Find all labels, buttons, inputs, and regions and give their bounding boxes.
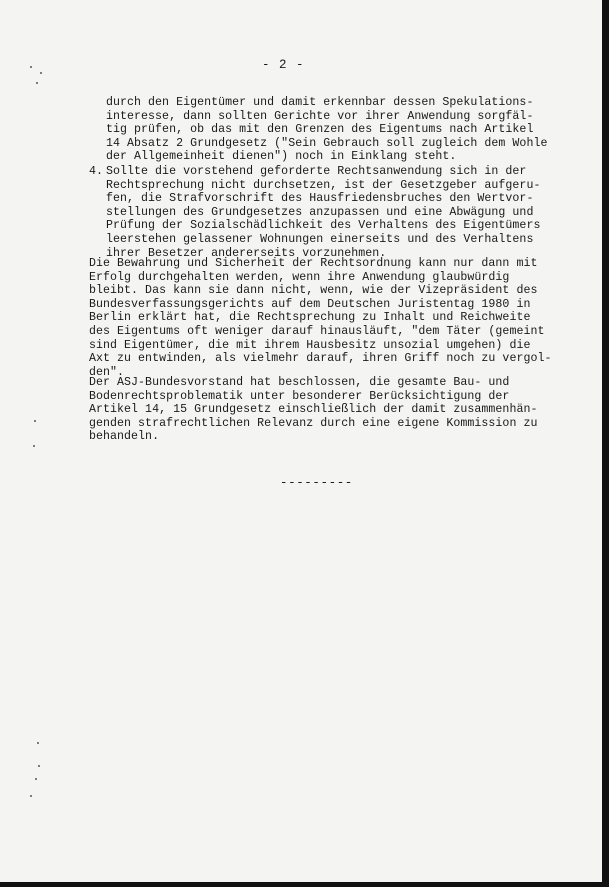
page-number: - 2 -: [262, 58, 305, 72]
text-line: leerstehen gelassener Wohnungen einerseits und des Verhaltens: [106, 232, 534, 246]
list-item-continued: [106, 96, 547, 164]
scan-speck: [30, 66, 32, 68]
text-line: 14 Absatz 2 Grundgesetz ("Sein Gebrauch soll zugleich dem Wohle: [106, 136, 548, 150]
text-line: Sollte die vorstehend geforderte Rechtsanwendung sich in der: [106, 165, 527, 178]
text-line: stellungen des Grundgesetzes anzupassen und eine Abwägung und: [106, 205, 534, 219]
text-line: Prüfung der Sozialschädlichkeit des Verhaltens des Eigentümers: [106, 219, 541, 233]
text-line: genden strafrechtlichen Relevanz durch eine eigene Kommission zu: [89, 416, 538, 430]
text-line: den".: [89, 365, 125, 379]
scan-speck: [40, 72, 42, 74]
text-line: Die Bewahrung und Sicherheit der Rechtsordnung kann nur dann mit: [89, 257, 538, 270]
text-line: Bundesverfassungsgerichts auf dem Deutschen Juristentag 1980 in: [89, 297, 531, 311]
text-line: der Allgemeinheit dienen") noch in Einklang steht.: [106, 150, 457, 164]
text-line: Der ASJ-Bundesvorstand hat beschlossen, die gesamte Bau- und: [89, 376, 510, 389]
text-line: sind Eigentümer, die mit ihrem Hausbesitz unsozial umgehen) die: [89, 338, 531, 352]
text-line: des Eigentums oft weniger darauf hinausläuft, "dem Täter (gemeint: [89, 324, 545, 338]
text-line: Artikel 14, 15 Grundgesetz einschließlich der damit zusammenhän-: [89, 403, 538, 417]
text-line: behandeln.: [89, 430, 160, 444]
text-line: Bodenrechtsproblematik unter besonderer Berücksichtigung der: [89, 389, 510, 403]
scan-edge-bottom: [0, 882, 609, 887]
text-line: Rechtsprechung nicht durchsetzen, ist der Gesetzgeber aufgeru-: [106, 178, 541, 192]
list-item-body: [106, 165, 540, 260]
text-line: ihrer Besetzer andererseits vorzunehmen.: [106, 246, 387, 260]
text-line: Erfolg durchgehalten werden, wenn ihre Anwendung glaubwürdig: [89, 270, 510, 284]
end-separator: ---------: [280, 476, 353, 490]
scan-speck: [36, 82, 38, 84]
scan-speck: [34, 420, 36, 422]
scan-speck: [30, 795, 32, 797]
text-line: durch den Eigentümer und damit erkennbar dessen Spekulations-: [106, 96, 534, 109]
text-line: Axt zu entwinden, als vielmehr darauf, ihren Griff noch zu vergol-: [89, 352, 552, 366]
text-line: Berlin erklärt hat, die Rechtsprechung zu Inhalt und Reichweite: [89, 311, 531, 325]
scan-speck: [37, 742, 39, 744]
text-line: tig prüfen, ob das mit den Grenzen des Eigentums nach Artikel: [106, 123, 534, 137]
text-line: bleibt. Das kann sie dann nicht, wenn, wie der Vizepräsident des: [89, 284, 538, 298]
scan-edge-right: [602, 0, 609, 887]
text-line: fen, die Strafvorschrift des Hausfriedensbruches den Wertvor-: [106, 192, 534, 206]
list-item-number: 4.: [89, 165, 104, 178]
scan-speck: [38, 765, 40, 767]
paragraph-legal-order: [89, 257, 552, 379]
paragraph-board-decision: [89, 376, 537, 444]
text-line: interesse, dann sollten Gerichte vor ihrer Anwendung sorgfäl-: [106, 109, 534, 123]
scan-speck: [33, 445, 35, 447]
scan-speck: [35, 778, 37, 780]
